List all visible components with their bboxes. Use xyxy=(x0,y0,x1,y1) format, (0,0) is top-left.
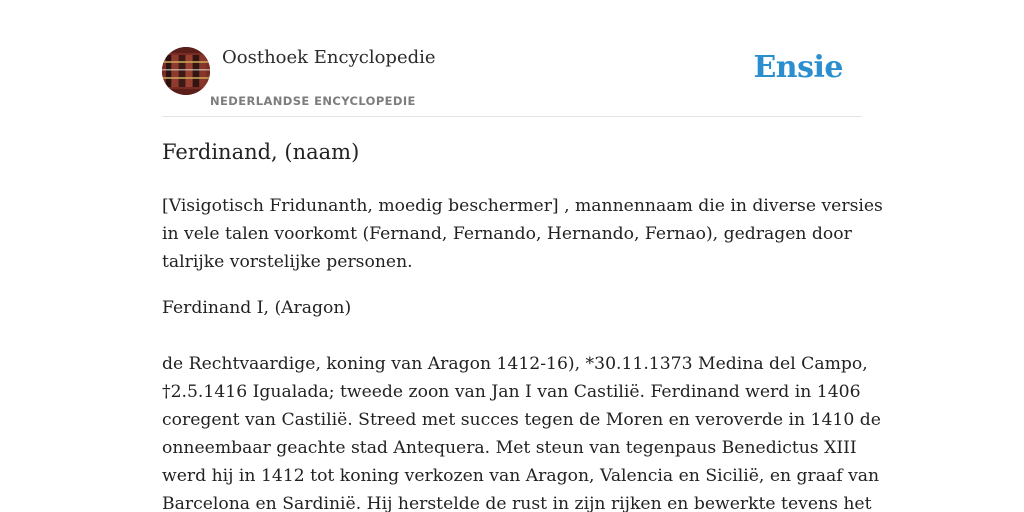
site-title[interactable]: Oosthoek Encyclopedie xyxy=(222,47,436,68)
body-line: †2.5.1416 Igualada; tweede zoon van Jan I van Castilië. Ferdinand werd in 1406 xyxy=(162,382,861,402)
body-line: Barcelona en Sardinië. Hij herstelde de rust in zijn rijken en bewerkte tevens het xyxy=(162,494,872,512)
site-header xyxy=(162,46,862,117)
site-subtitle: NEDERLANDSE ENCYCLOPEDIE xyxy=(210,94,416,108)
subheading: Ferdinand I, (Aragon) xyxy=(162,298,352,318)
body-line: onneembaar geachte stad Antequera. Met steun van tegenpaus Benedictus XIII xyxy=(162,438,857,458)
encyclopedia-books-image xyxy=(162,47,210,95)
ensie-logo-link[interactable]: Ensie xyxy=(753,50,843,85)
encyclopedia-books-icon[interactable] xyxy=(162,47,210,95)
intro-line: [Visigotisch Fridunanth, moedig beschermer] , mannennaam die in diverse versies xyxy=(162,196,883,216)
body-paragraph xyxy=(162,350,881,512)
body-line: de Rechtvaardige, koning van Aragon 1412-16), *30.11.1373 Medina del Campo, xyxy=(162,354,868,374)
intro-line: talrijke vorstelijke personen. xyxy=(162,252,413,272)
intro-paragraph xyxy=(162,192,883,276)
page xyxy=(162,0,883,512)
body-line: coregent van Castilië. Streed met succes tegen de Moren en veroverde in 1410 de xyxy=(162,410,881,430)
intro-line: in vele talen voorkomt (Fernand, Fernando, Hernando, Fernao), gedragen door xyxy=(162,224,852,244)
entry-title: Ferdinand, (naam) xyxy=(162,140,360,164)
body-line: werd hij in 1412 tot koning verkozen van Aragon, Valencia en Sicilië, en graaf van xyxy=(162,466,880,486)
